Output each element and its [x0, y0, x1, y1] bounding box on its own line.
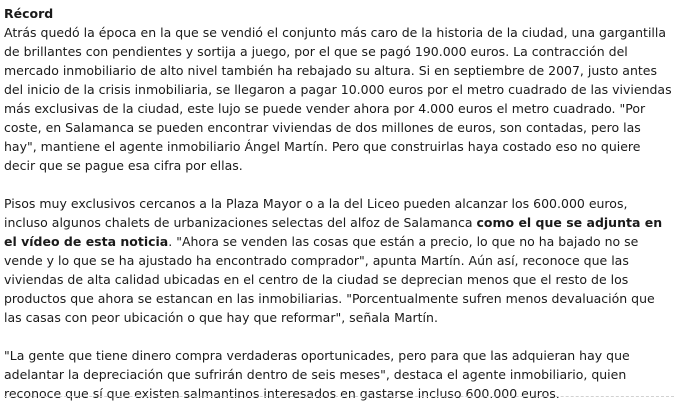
article-body [4, 4, 672, 403]
video-reference-text: como el que se adjunta en el vídeo de esta noticia [4, 215, 663, 249]
section-heading: Récord [4, 6, 54, 21]
paragraph-1: Atrás quedó la época en la que se vendió el conjunto más caro de la historia de la ciudad, una gargantilla de brillantes con pendientes y sortija a juego, por el que se pagó 190.000 euros. La contracción del mercado inmobiliario de alto nivel también ha rebajado su altura. Si en septiembre de 2007, justo antes del inicio de la crisis inmobiliaria, se llegaron a pagar 10.000 euros por el metro cuadrado de las viviendas más exclusivas de la ciudad, este lujo se puede vender ahora por 4.000 euros el metro cuadrado. "Por coste, en Salamanca se pueden encontrar viviendas de dos millones de euros, son contadas, pero las hay", mantiene el agente inmobiliario Ángel Martín. Pero que construirlas haya costado eso no quiere decir que se pague esa cifra por ellas. [4, 25, 672, 173]
section-divider [4, 396, 674, 397]
paragraph-2 [4, 194, 672, 327]
paragraph-2-text-start: Pisos muy exclusivos cercanos a la Plaza Mayor o a la del Liceo pueden alcanzar los 600.000 euros, incluso algunos chalets de urbanizaciones selectas del alfoz de Salamanca [4, 196, 628, 230]
paragraph-3: "La gente que tiene dinero compra verdaderas oportunicades, pero para que las adquieran hay que adelantar la depreciación que sufrirán dentro de seis meses", destaca el agente inmobiliario, quien reconoce que sí que existen salmantinos interesados en gastarse incluso 600.000 euros. [4, 348, 630, 401]
paragraph-2-text-end: . "Ahora se venden las cosas que están a precio, lo que no ha bajado no se vende y lo que se ha ajustado ha encontrado comprador", apunta Martín. Aún así, reconoce que las viviendas de alta calidad ubicadas en el centro de la ciudad se deprecian menos que el resto de los productos que ahora se estancan en las inmobiliarias. "Porcentualmente sufren menos devaluación que las casas con peor ubicación o que hay que reformar", señala Martín. [4, 234, 655, 325]
